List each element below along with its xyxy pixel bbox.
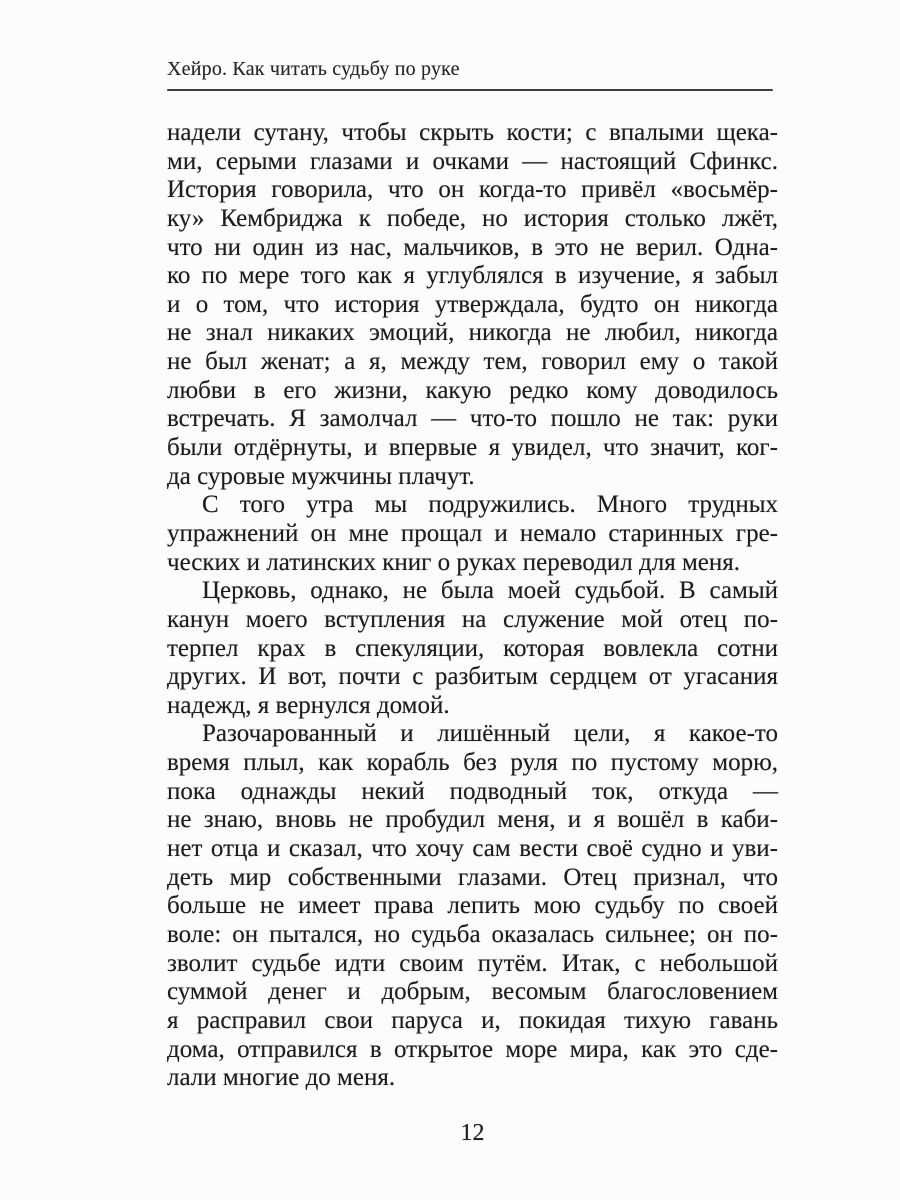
text-line: зволит судьбе идти своим путём. Итак, с небольшой <box>167 949 778 977</box>
running-header: Хейро. Как читать судьбу по руке <box>167 58 460 80</box>
text-line: деть мир собственными глазами. Отец признал, что <box>167 863 778 891</box>
text-line: ческих и латинских книг о руках переводил для меня. <box>167 548 741 576</box>
text-line: надежд, я вернулся домой. <box>167 691 450 719</box>
text-line: ку» Кембриджа к победе, но история столько лжёт, <box>167 204 778 232</box>
text-line: любви в его жизни, какую редко кому доводилось <box>167 376 778 404</box>
header-rule-divider <box>167 89 773 91</box>
text-line: дома, отправился в открытое море мира, как это сде- <box>167 1035 778 1063</box>
text-line: и о том, что история утверждала, будто он никогда <box>167 290 778 318</box>
text-line: я расправил свои паруса и, покидая тихую гавань <box>167 1006 778 1034</box>
text-line: были отдёрнуты, и впервые я увидел, что значит, ког- <box>167 434 778 462</box>
text-line: больше не имеет права лепить мою судьбу по своей <box>167 892 778 920</box>
text-line: терпел крах в спекуляции, которая вовлекла сотни <box>167 634 778 662</box>
text-line: Церковь, однако, не была моей судьбой. В самый <box>202 577 778 605</box>
text-line: пока однажды некий подводный ток, откуда — <box>167 777 778 805</box>
text-line: нет отца и сказал, что хочу сам вести своё судно и уви- <box>167 835 778 863</box>
text-line: надели сутану, чтобы скрыть кости; с впалыми щека- <box>167 119 778 146</box>
text-line: ко по мере того как я углублялся в изучение, я забыл <box>167 262 778 290</box>
text-line: других. И вот, почти с разбитым сердцем от угасания <box>167 663 778 691</box>
body-text <box>167 119 778 1093</box>
text-line: не был женат; а я, между тем, говорил ему о такой <box>167 348 778 376</box>
text-line: да суровые мужчины плачут. <box>167 462 475 490</box>
text-line: воле: он пытался, но судьба оказалась сильнее; он по- <box>167 920 778 948</box>
text-line: канун моего вступления на служение мой отец по- <box>167 605 778 633</box>
text-line: ми, серыми глазами и очками — настоящий Сфинкс. <box>167 147 778 175</box>
text-line: Разочарованный и лишённый цели, я какое-то <box>202 720 778 748</box>
text-line: С того утра мы подружились. Много трудных <box>202 491 778 519</box>
page-number: 12 <box>460 1120 485 1146</box>
text-line: упражнений он мне прощал и немало старинных гре- <box>167 519 778 547</box>
text-line: время плыл, как корабль без руля по пустому морю, <box>167 749 778 777</box>
text-line: лали многие до меня. <box>167 1064 396 1092</box>
text-line: что ни один из нас, мальчиков, в это не верил. Одна- <box>167 233 778 261</box>
text-line: не знал никаких эмоций, никогда не любил, никогда <box>167 319 778 347</box>
text-line: суммой денег и добрым, весомым благословением <box>167 978 778 1006</box>
text-line: не знаю, вновь не пробудил меня, и я вошёл в каби- <box>167 806 778 834</box>
text-line: История говорила, что он когда-то привёл «восьмёр- <box>167 176 778 204</box>
text-line: встречать. Я замолчал — что-то пошло не так: руки <box>167 405 778 433</box>
